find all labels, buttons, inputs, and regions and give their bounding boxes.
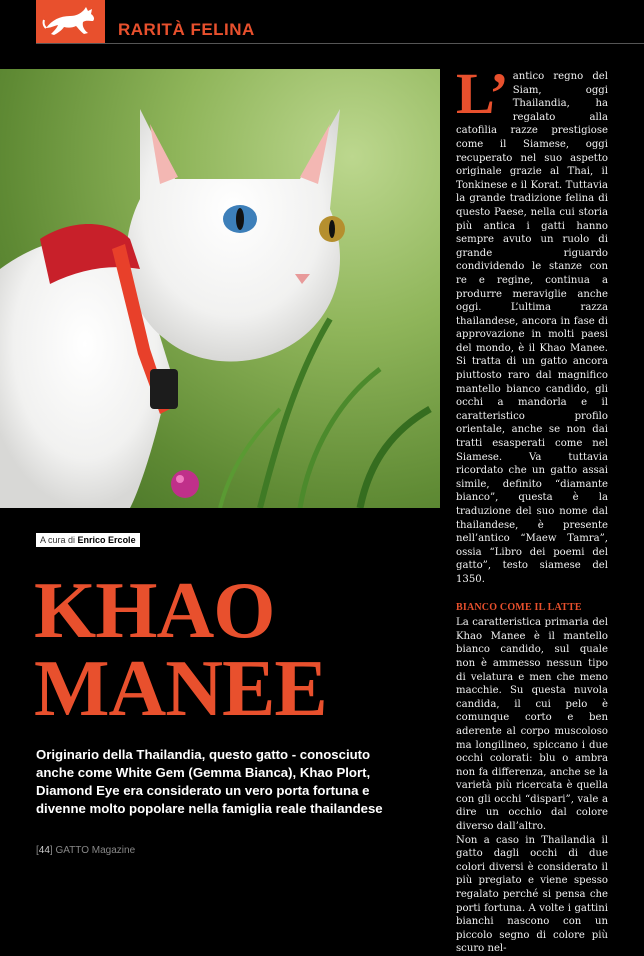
header-divider (36, 43, 644, 44)
cat-photo (0, 69, 440, 508)
article-paragraph-2: La caratteristica primaria del Khao Manee è il mantello bianco candido, sul quale non è ammesso nessun tipo di velatura e men che meno macchie. Su questa nuvola candida, il cui pelo è comunque corto e ben aderente al corpo muscoloso ma longilineo, spiccano i due occhi colorati: blu o ambra non fa differenza, anche se la varietà più ricercata è quella con gli occhi “dispari”, vale a dire un occhio dal colore diverso dall’altro. (456, 617, 608, 833)
credit-author: Enrico Ercole (77, 535, 136, 545)
article-title (34, 567, 327, 733)
page-folio: [44] GATTO Magazine (36, 845, 136, 856)
article-lead: Originario della Thailandia, questo gatto - conosciuto anche come White Gem (Gemma Bianca), Khao Plort, Diamond Eye era considerato un vero porta fortuna e divenne molto popolare nella famiglia reale thailandese (36, 747, 383, 816)
drop-cap: L’ (456, 61, 509, 126)
article-paragraph-3: Non a caso in Thailandia il gatto dagli occhi di due colori diversi è considerato il più pregiato e viene spesso regalato perché si pensa che porti fortuna. A volte i gattini bianchi nascono con un piccolo segno di colore più scuro nel- (456, 834, 608, 955)
magazine-name: GATTO Magazine (55, 845, 136, 856)
article-paragraph-1: antico regno del Siam, oggi Thailandia, ha regalato alla catofilia razze prestigiose come il Siamese, oggi recuperato nel suo aspetto originale grazie al Thai, il Tonkinese e il Korat. Tuttavia la grande tradizione felina di questo Paese, nella cui storia più antica i gatti hanno sempre avuto un ruolo di grande riguardo condividendo le stanze con re e regine, continua a produrre meraviglie anche oggi. L’ultima razza thailandese, ancora in fase di approvazione in molti paesi del mondo, è il Khao Manee. Si tratta di un gatto ancora piuttosto raro dal magnifico mantello bianco candido, gli occhi a mandorla e il caratteristico profilo orientale, anche se non dai tratti esasperati come nel Siamese. Va tuttavia ricordato che un gatto assai simile, definito “diamante bianco”, questa è la traduzione del suo nome dal thailandese, è presente nell’antico “Maew Tamra”, ossia “Libro dei poemi del gatto”, testo siamese del 1350. (456, 71, 608, 585)
section-logo (36, 0, 105, 44)
title-line-2: MANEE (34, 645, 327, 733)
credit-prefix: A cura di (40, 535, 76, 545)
author-credit (36, 533, 140, 547)
section-title: RARITÀ FELINA (118, 20, 255, 39)
cat-silhouette-icon (42, 6, 100, 38)
page-header (0, 0, 644, 44)
article-body (456, 61, 608, 956)
page-number: 44 (38, 845, 50, 856)
article-subhead: BIANCO COME IL LATTE (456, 601, 582, 613)
title-line-1: KHAO (34, 567, 275, 655)
